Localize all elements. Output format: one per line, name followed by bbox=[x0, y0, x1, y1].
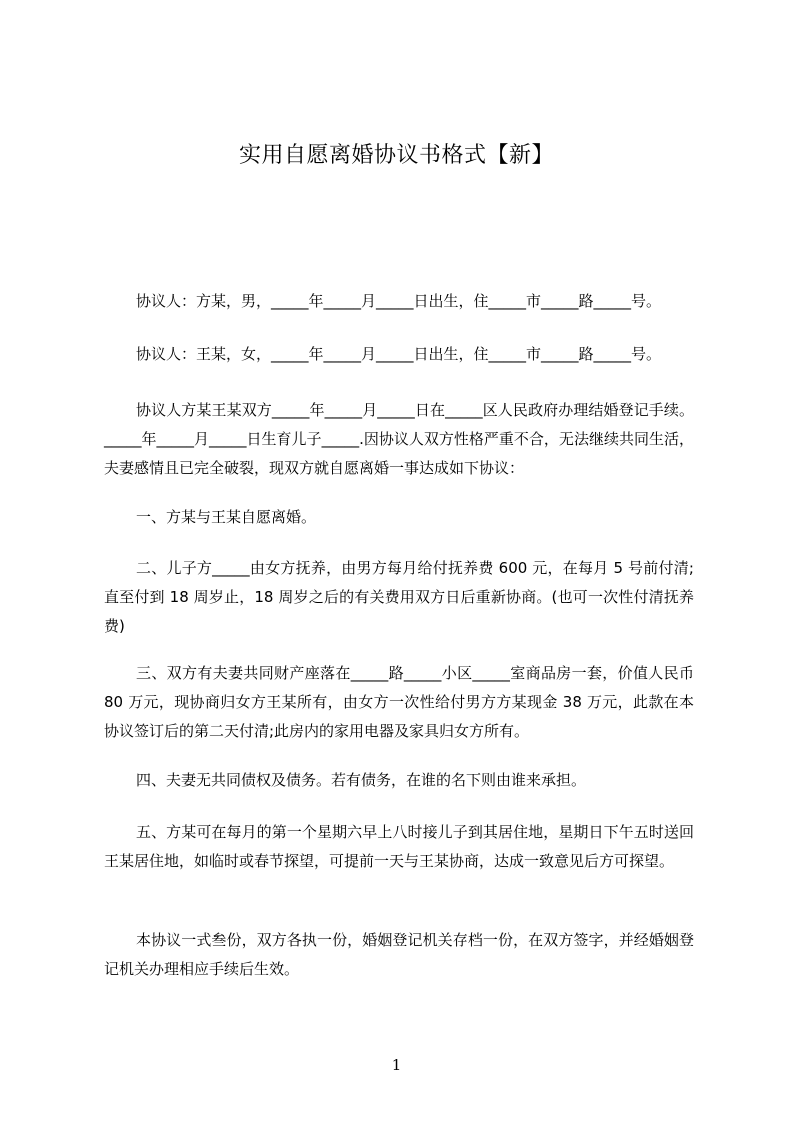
clause-4-debts: 四、夫妻无共同债权及债务。若有债务，在谁的名下则由谁来承担。 bbox=[136, 771, 587, 789]
clause-5-visitation: 五、方某可在每月的第一个星期六早上八时接儿子到其居住地，星期日下午五时送回王某居住地，如临时或春节探望，可提前一天与王某协商，达成一致意见后方可探望。 bbox=[104, 823, 694, 870]
page-number: 1 bbox=[391, 1056, 402, 1074]
effectiveness-clause: 本协议一式叁份，双方各执一份，婚姻登记机关存档一份，在双方签字，并经婚姻登记机关办理相应手续后生效。 bbox=[104, 931, 694, 978]
clause-2-custody: 二、儿子方_____由女方抚养，由男方每月给付抚养费 600 元，在每月 5 号前付清;直至付到 18 周岁止，18 周岁之后的有关费用双方日后重新协商。(也可一次性付清抚养费) bbox=[104, 559, 694, 635]
clause-1-divorce: 一、方某与王某自愿离婚。 bbox=[136, 508, 317, 526]
party-1-clause: 协议人：方某，男，_____年_____月_____日出生，住_____市_____路_____号。 bbox=[136, 292, 662, 310]
clause-3-property: 三、双方有夫妻共同财产座落在_____路_____小区_____室商品房一套，价值人民币 80 万元，现协商归女方王某所有，由女方一次性给付男方方某现金 38 万元，此款在本协议签订后的第二天付清;此房内的家用电器及家具归女方所有。 bbox=[104, 664, 699, 740]
party-2-clause: 协议人：王某，女，_____年_____月_____日出生，住_____市_____路_____号。 bbox=[136, 345, 662, 363]
preamble-paragraph: 协议人方某王某双方_____年_____月_____日在_____区人民政府办理结婚登记手续。_____年_____月_____日生育儿子_____.因协议人双方性格严重不合，无法继续共同生活，夫妻感情且已完全破裂，现双方就自愿离婚一事达成如下协议： bbox=[104, 401, 694, 477]
document-title: 实用自愿离婚协议书格式【新】 bbox=[238, 143, 554, 168]
